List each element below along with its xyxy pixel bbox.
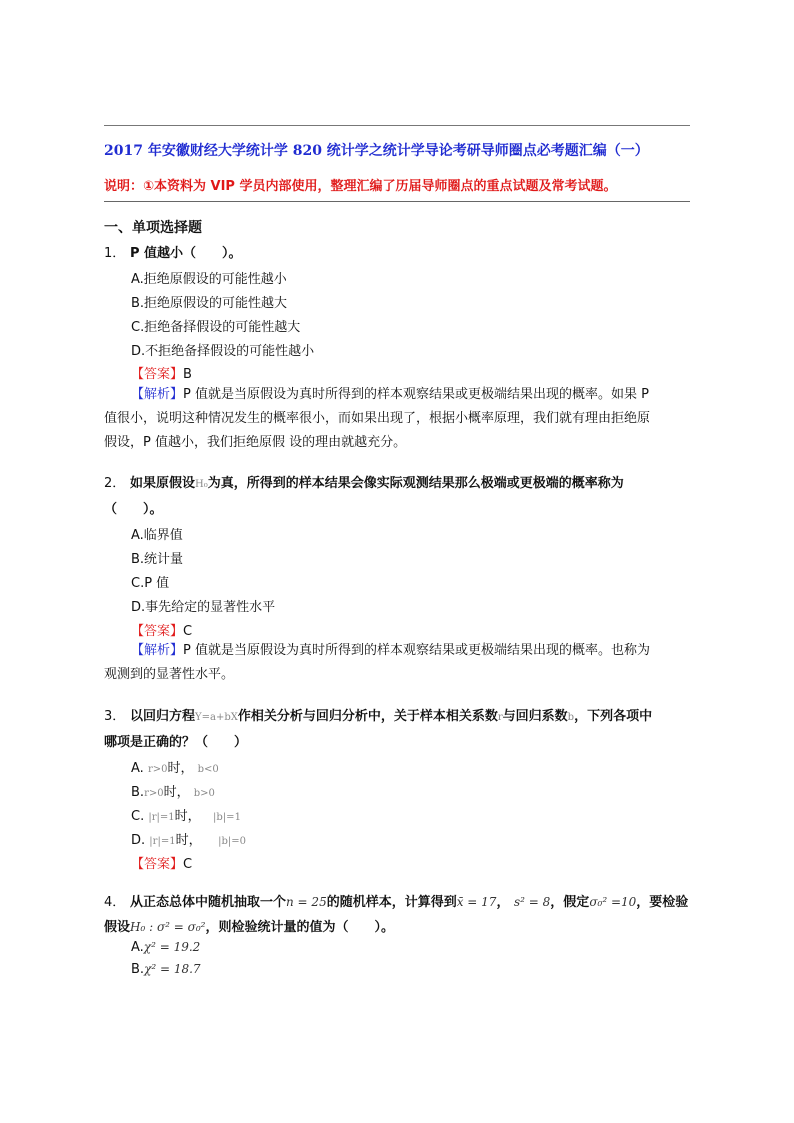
option-label: B. [131,962,145,977]
question-3-stem [104,704,694,755]
condition: |r|=1 [149,836,176,847]
condition: b<0 [197,764,219,775]
question-text: ，假定 [550,895,590,910]
question-text: ， [496,895,510,910]
q2-answer [131,620,192,639]
explanation-line: P 值就是当原假设为真时所得到的样本观察结果或更极端结果出现的概率。如果 P [183,387,649,402]
question-text: 哪项是正确的？（ ） [104,735,248,750]
document-note: 说明：①本资料为 VIP 学员内部使用，整理汇编了历届导师圈点的重点试题及常考试题。 [104,179,617,194]
q2-option-d: D.事先给定的显著性水平 [131,600,276,615]
question-text: 从正态总体中随机抽取一个 [130,895,287,910]
answer-tag: 【答案】 [131,857,184,872]
option-text: 时， [167,761,194,776]
q3-option-c [131,805,241,824]
q1-option-b: B.拒绝原假设的可能性越大 [131,296,288,311]
explanation-tag: 【解析】 [131,643,184,658]
option-text: 时， [175,833,202,848]
option-expression: χ² = 19.2 [143,940,201,954]
option-text: 时， [163,785,190,800]
condition: r>0 [144,788,164,799]
q3-option-b [131,781,215,800]
answer-value: C [183,624,193,639]
h0-symbol: H₀ [195,479,208,490]
condition: |b|=0 [218,836,246,847]
explanation-line: P 值就是当原假设为真时所得到的样本观察结果或更极端结果出现的概率。也称为 [183,643,650,658]
question-1-stem [104,241,694,266]
option-expression: χ² = 18.7 [144,962,201,976]
assumed-variance: σ₀² =10 [589,895,637,909]
question-text: 假设 [104,920,131,935]
symbol-r: r [497,712,503,723]
q1-option-a: A.拒绝原假设的可能性越小 [131,272,287,287]
explanation-line: 观测到的显著性水平。 [104,667,235,682]
q3-option-d [131,829,246,848]
answer-tag: 【答案】 [131,367,184,382]
answer-tag: 【答案】 [131,624,184,639]
q1-explanation [104,383,696,455]
question-text: ，要检验 [636,895,689,910]
q1-option-c: C.拒绝备择假设的可能性越大 [131,320,301,335]
sample-size: n = 25 [286,895,327,909]
q4-option-a [131,940,200,955]
symbol-b: b [567,712,575,723]
question-number: 3． [104,709,126,724]
question-text: P 值越小（ ）。 [130,246,242,261]
condition: r>0 [147,764,168,775]
question-text: 为真，所得到的样本结果会像实际观测结果那么极端或更极端的概率称为 [207,476,624,491]
q2-explanation [104,639,696,687]
question-text: ，下列各项中 [574,709,653,724]
option-label: C. [131,809,145,824]
question-text: 的随机样本，计算得到 [326,895,457,910]
q3-answer [131,853,192,872]
question-text: （ ）。 [104,502,163,517]
answer-value: B [183,367,192,382]
top-rule [104,125,690,126]
q1-option-d: D.不拒绝备择假设的可能性越小 [131,344,315,359]
null-hypothesis: H₀ : σ² = σ₀² [130,920,206,934]
question-text: 与回归系数 [502,709,568,724]
regression-equation: Y=a+bX [195,712,238,723]
q2-option-b: B.统计量 [131,552,184,567]
option-text: 时， [174,809,201,824]
option-label: A. [131,761,144,776]
question-number: 2． [104,476,126,491]
q2-option-c: C.P 值 [131,576,170,591]
answer-value: C [183,857,193,872]
q2-option-a: A.临界值 [131,528,183,543]
option-label: D. [131,833,146,848]
question-text: 如果原假设 [130,476,196,491]
explanation-line: 假设，P 值越小，我们拒绝原假 设的理由就越充分。 [104,435,407,450]
q3-option-a [131,757,219,776]
section-heading: 一、单项选择题 [104,220,202,236]
explanation-line: 值很小，说明这种情况发生的概率很小，而如果出现了，根据小概率原理，我们就有理由拒绝原 [104,411,651,426]
question-number: 1． [104,246,126,261]
option-label: B. [131,785,145,800]
question-text: ，则检验统计量的值为（ ）。 [205,920,394,935]
sample-variance: s² = 8 [514,895,551,909]
condition: b>0 [193,788,215,799]
condition: |b|=1 [213,812,241,823]
option-label: A. [131,940,144,955]
question-text: 以回归方程 [130,709,196,724]
question-2-stem [104,471,694,522]
q4-option-b [131,962,201,977]
section-rule [104,201,690,202]
question-number: 4． [104,895,126,910]
question-4-stem [104,890,694,940]
explanation-tag: 【解析】 [131,387,184,402]
document-title: 2017 年安徽财经大学统计学 820 统计学之统计学导论考研导师圈点必考题汇编（一） [104,143,649,159]
condition: |r|=1 [148,812,175,823]
question-text: 作相关分析与回归分析中，关于样本相关系数 [237,709,498,724]
q1-answer [131,363,192,382]
sample-mean: x̄ = 17 [456,895,497,909]
